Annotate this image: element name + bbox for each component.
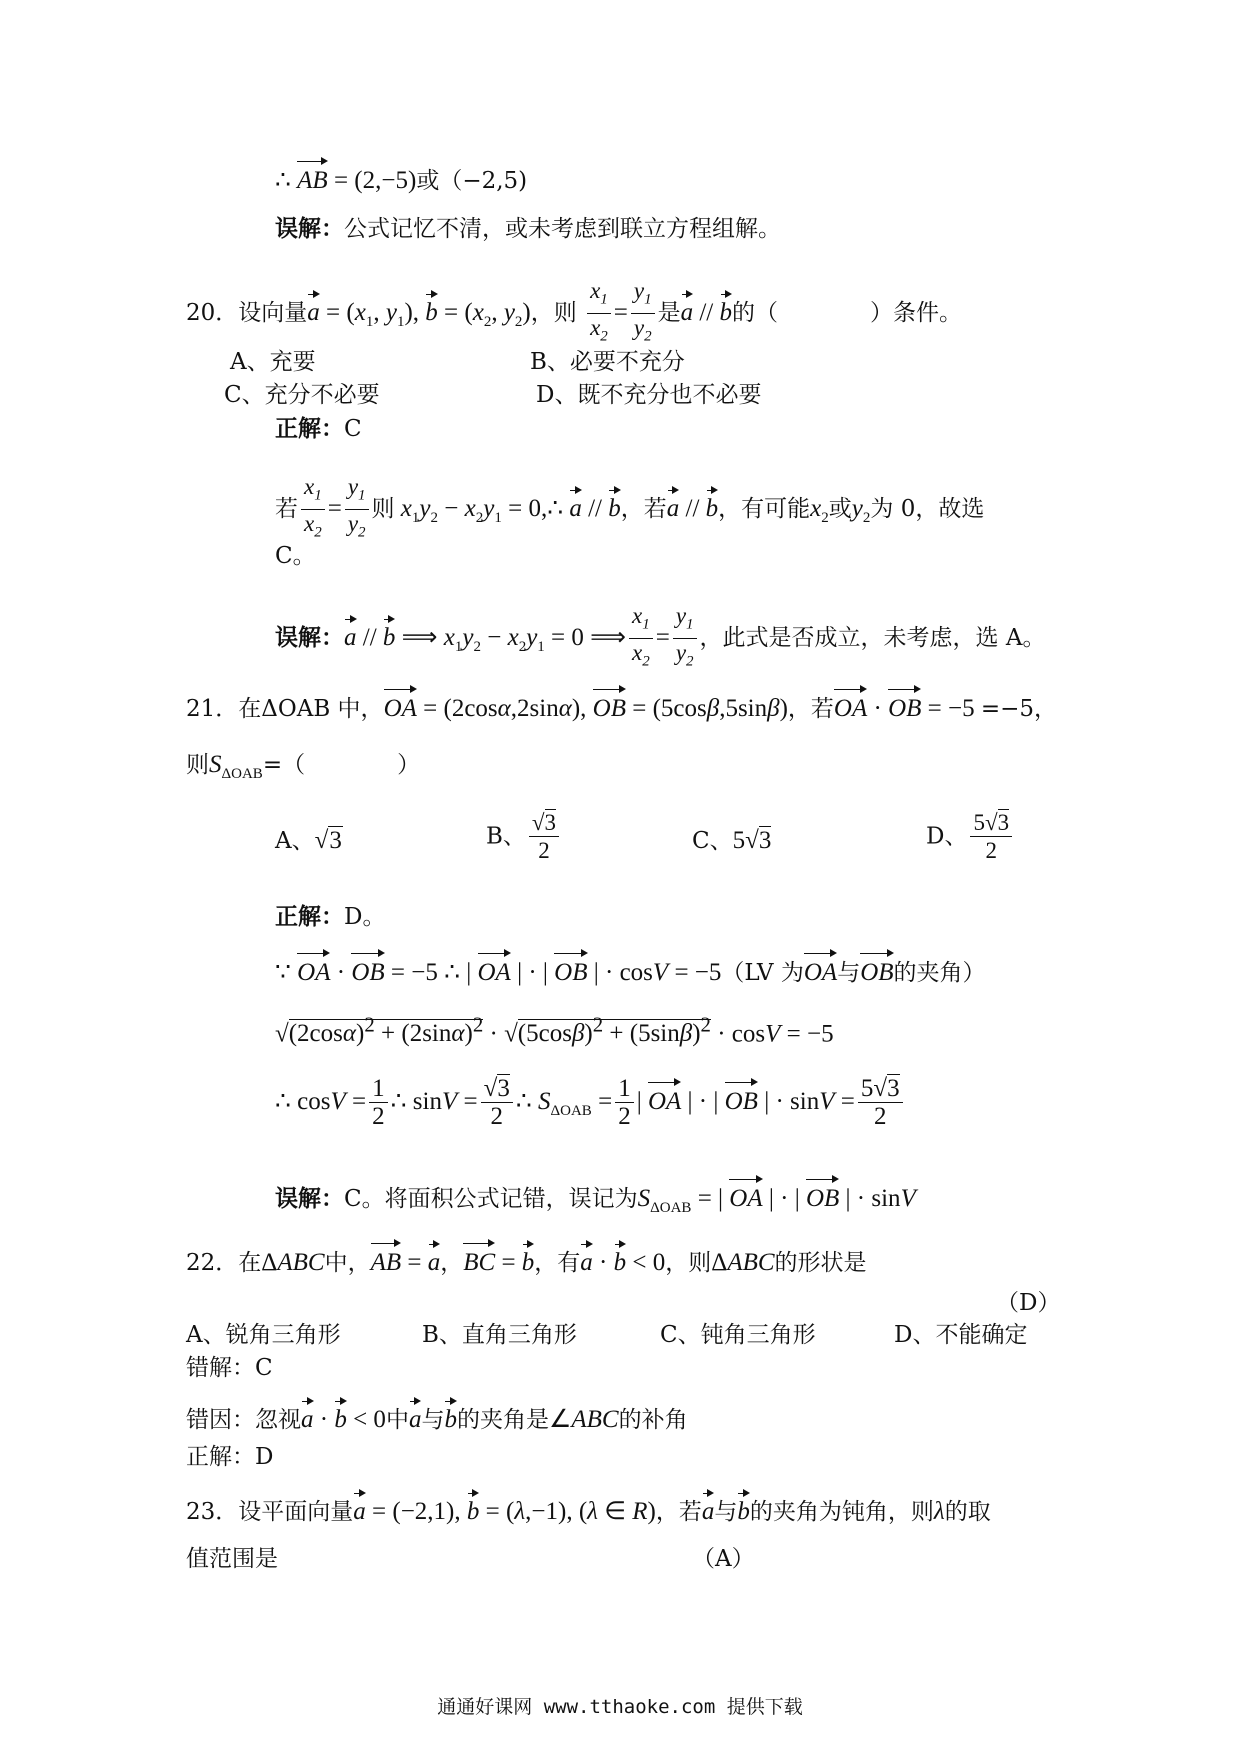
- question-23: 23．设平面向量a = (−2,1), b = (λ,−1), (λ ∈ R)，若a与b的夹角为钝角，则λ的取: [186, 1490, 991, 1527]
- q20-explanation-2: C。: [275, 543, 316, 569]
- q23-line2: 值范围是: [186, 1546, 278, 1572]
- q20-expl-e: 或: [828, 496, 852, 523]
- q22-a5: 的形状是: [774, 1250, 867, 1276]
- q23-mid4: 的取: [944, 1499, 991, 1525]
- q21-end: =−5，: [980, 696, 1058, 722]
- q22-answer-mark: （D）: [996, 1290, 1061, 1316]
- line-ab-result: ∴ AB = (2,−5)或（−2,5): [275, 158, 527, 196]
- label-wrong-20: 误解：: [275, 625, 344, 652]
- q21-note-a: （LV 为: [721, 960, 804, 986]
- q20-end: 的（ ）条件。: [732, 300, 963, 327]
- q20-option-c: C、充分不必要: [224, 382, 380, 408]
- q20-wrong-tail: ，此式是否成立，未考虑，选 A。: [699, 625, 1046, 652]
- frac-x: $\frac{x_1}{x_2}$: [587, 278, 611, 350]
- q22-reason-d: 的夹角是: [456, 1407, 549, 1433]
- q22-reason-e: 的补角: [618, 1407, 688, 1433]
- q21-line2a: 则: [186, 752, 209, 778]
- q23-number: 23．设平面向量: [186, 1499, 354, 1525]
- question-21: 21．在ΔOAB 中，OA = (2cosα,2sinα), OB = (5cosβ,5sinβ)，若OA · OB = −5 =−5，: [186, 686, 1057, 724]
- frac-y: $\frac{y_1}{y_2}$: [631, 278, 655, 350]
- q21-number: 21．在ΔOAB 中，: [186, 696, 384, 722]
- q21-option-b: B、 $\frac{√3}{2}$: [486, 810, 562, 865]
- text-wrong: 公式记忆不清，或未考虑到联立方程组解。: [344, 216, 781, 242]
- q20-expl-c: ，若: [620, 496, 667, 523]
- question-22: 22．在ΔABC中，AB = a，BC = b，有a · b < 0，则ΔABC的形状是: [186, 1240, 867, 1278]
- q21-wrong-text: C。将面积公式记错，误记为: [344, 1186, 638, 1212]
- q20-expl-d: ，有可能: [718, 496, 811, 523]
- q22-number: 22．在: [186, 1250, 262, 1276]
- label-wrong-21: 误解：: [275, 1186, 344, 1212]
- q22-a2: ，: [440, 1250, 464, 1276]
- q21-option-c-label: C、: [692, 828, 733, 854]
- q22-reason-c: 与: [421, 1407, 445, 1433]
- q21-wrong: 误解：C。将面积公式记错，误记为$S_{\Delta OAB}$ = | OA | · | OB | · sinV: [275, 1176, 916, 1223]
- q20-answer: [275, 414, 362, 444]
- q23-mid: ，若: [655, 1499, 702, 1525]
- q22-reason-a: 错因：忽视: [186, 1407, 301, 1433]
- q21-mid: ，若: [787, 696, 834, 722]
- q21-answer: [275, 902, 385, 932]
- q21-explanation-3: ∴ cosV = $\frac{1}{2}$ ∴ sinV = $\frac{√3}{2}$ ∴ $S_{\Delta OAB}$ = $\frac{1}{2}$ | OA | · | OB | · sinV = $\frac{5√3}{2}$: [275, 1076, 906, 1131]
- q22-option-a: A、锐角三角形: [186, 1322, 341, 1348]
- q21-explanation-1: ∵ OA · OB = −5 ∴ | OA | · | OB | · cosV = −5（LV 为OA与OB的夹角）: [275, 950, 986, 988]
- question-20: 20．设向量$a = (x_1$, $y_1$), $b = (x_2$, $y_2$)，则 $\frac{x_1}{x_2}$ = $\frac{y_1}{y_2}$ 是a // b的（ ）条件。: [186, 278, 962, 350]
- q23-answer-mark: （A）: [692, 1546, 755, 1572]
- question-21-line2: 则$S_{\Delta OAB}=$（ ）: [186, 751, 421, 782]
- q20-expl-a: 若: [275, 496, 298, 523]
- q22-option-d: D、不能确定: [894, 1322, 1028, 1348]
- q20-explanation-1: 若 $\frac{x_1}{x_2}$ = $\frac{y_1}{y_2}$ 则 $x_1y_2 - x_2y_1$ = 0,∴ a // b，若a // b，有可能$x_2$或$y_2$为 0，故选: [275, 474, 985, 541]
- q21-option-b-label: B、: [486, 823, 526, 850]
- q21-answer-value: D。: [344, 904, 386, 930]
- q22-a4: ，则: [665, 1250, 712, 1276]
- q21-option-c: C、5√3: [692, 827, 772, 854]
- q22-correct: 正解：D: [186, 1444, 274, 1470]
- q21-options: A、√3: [275, 827, 342, 854]
- q21-note-c: 的夹角）: [893, 960, 986, 986]
- q22-wrong: 错解：C: [186, 1355, 273, 1381]
- q20-option-b: B、必要不充分: [530, 349, 685, 375]
- q22-a1: 中，: [324, 1250, 371, 1276]
- q20-expl-b: 则: [371, 496, 395, 523]
- q21-option-a-label: A、: [275, 828, 315, 854]
- q23-mid2: 与: [714, 1499, 738, 1525]
- label-wrong: 误解：: [275, 216, 344, 242]
- q21-option-d-label: D、: [926, 823, 968, 850]
- page-footer: 通通好课网 www.tthaoke.com 提供下载: [437, 1696, 803, 1718]
- line-misunderstanding-1: [275, 214, 781, 244]
- q20-tail: 是: [657, 300, 681, 327]
- q20-answer-value: C: [344, 416, 362, 442]
- q22-reason: 错因：忽视a · b < 0中a与b的夹角是∠ABC的补角: [186, 1398, 688, 1435]
- q22-option-b: B、直角三角形: [422, 1322, 577, 1348]
- q20-option-d: D、既不充分也不必要: [536, 382, 762, 408]
- q22-reason-b: 中: [385, 1407, 409, 1433]
- q22-option-c: C、钝角三角形: [660, 1322, 816, 1348]
- q21-note-b: 与: [837, 960, 861, 986]
- q20-expl-f: 为 0，故选: [870, 496, 985, 523]
- q20-wrong: 误解：a // b ⟹ $x_1y_2 - x_2y_1 = 0$ ⟹ $\frac{x_1}{x_2}$ = $\frac{y_1}{y_2}$ ，此式是否成立，未考虑，选 A。: [275, 603, 1046, 670]
- q21-line2b: =（ ）: [262, 752, 421, 778]
- label-correct: 正解：: [275, 416, 344, 442]
- q21-option-d: D、 $\frac{5√3}{2}$: [926, 810, 1015, 865]
- q20-number: 20．设向量: [186, 300, 308, 327]
- q22-a3: ，有: [534, 1250, 581, 1276]
- q20-option-a: A、充要: [230, 349, 316, 375]
- q23-mid3: 的夹角为钝角，则: [749, 1499, 934, 1525]
- q21-explanation-2: $√(2\cos\alpha)^2 + (2\sin\alpha)^2 \cdot √(5\cos\beta)^2 + (5\sin\beta)^2 \cdot \cos V = -5$: [275, 1013, 834, 1048]
- label-correct-21: 正解：: [275, 904, 344, 930]
